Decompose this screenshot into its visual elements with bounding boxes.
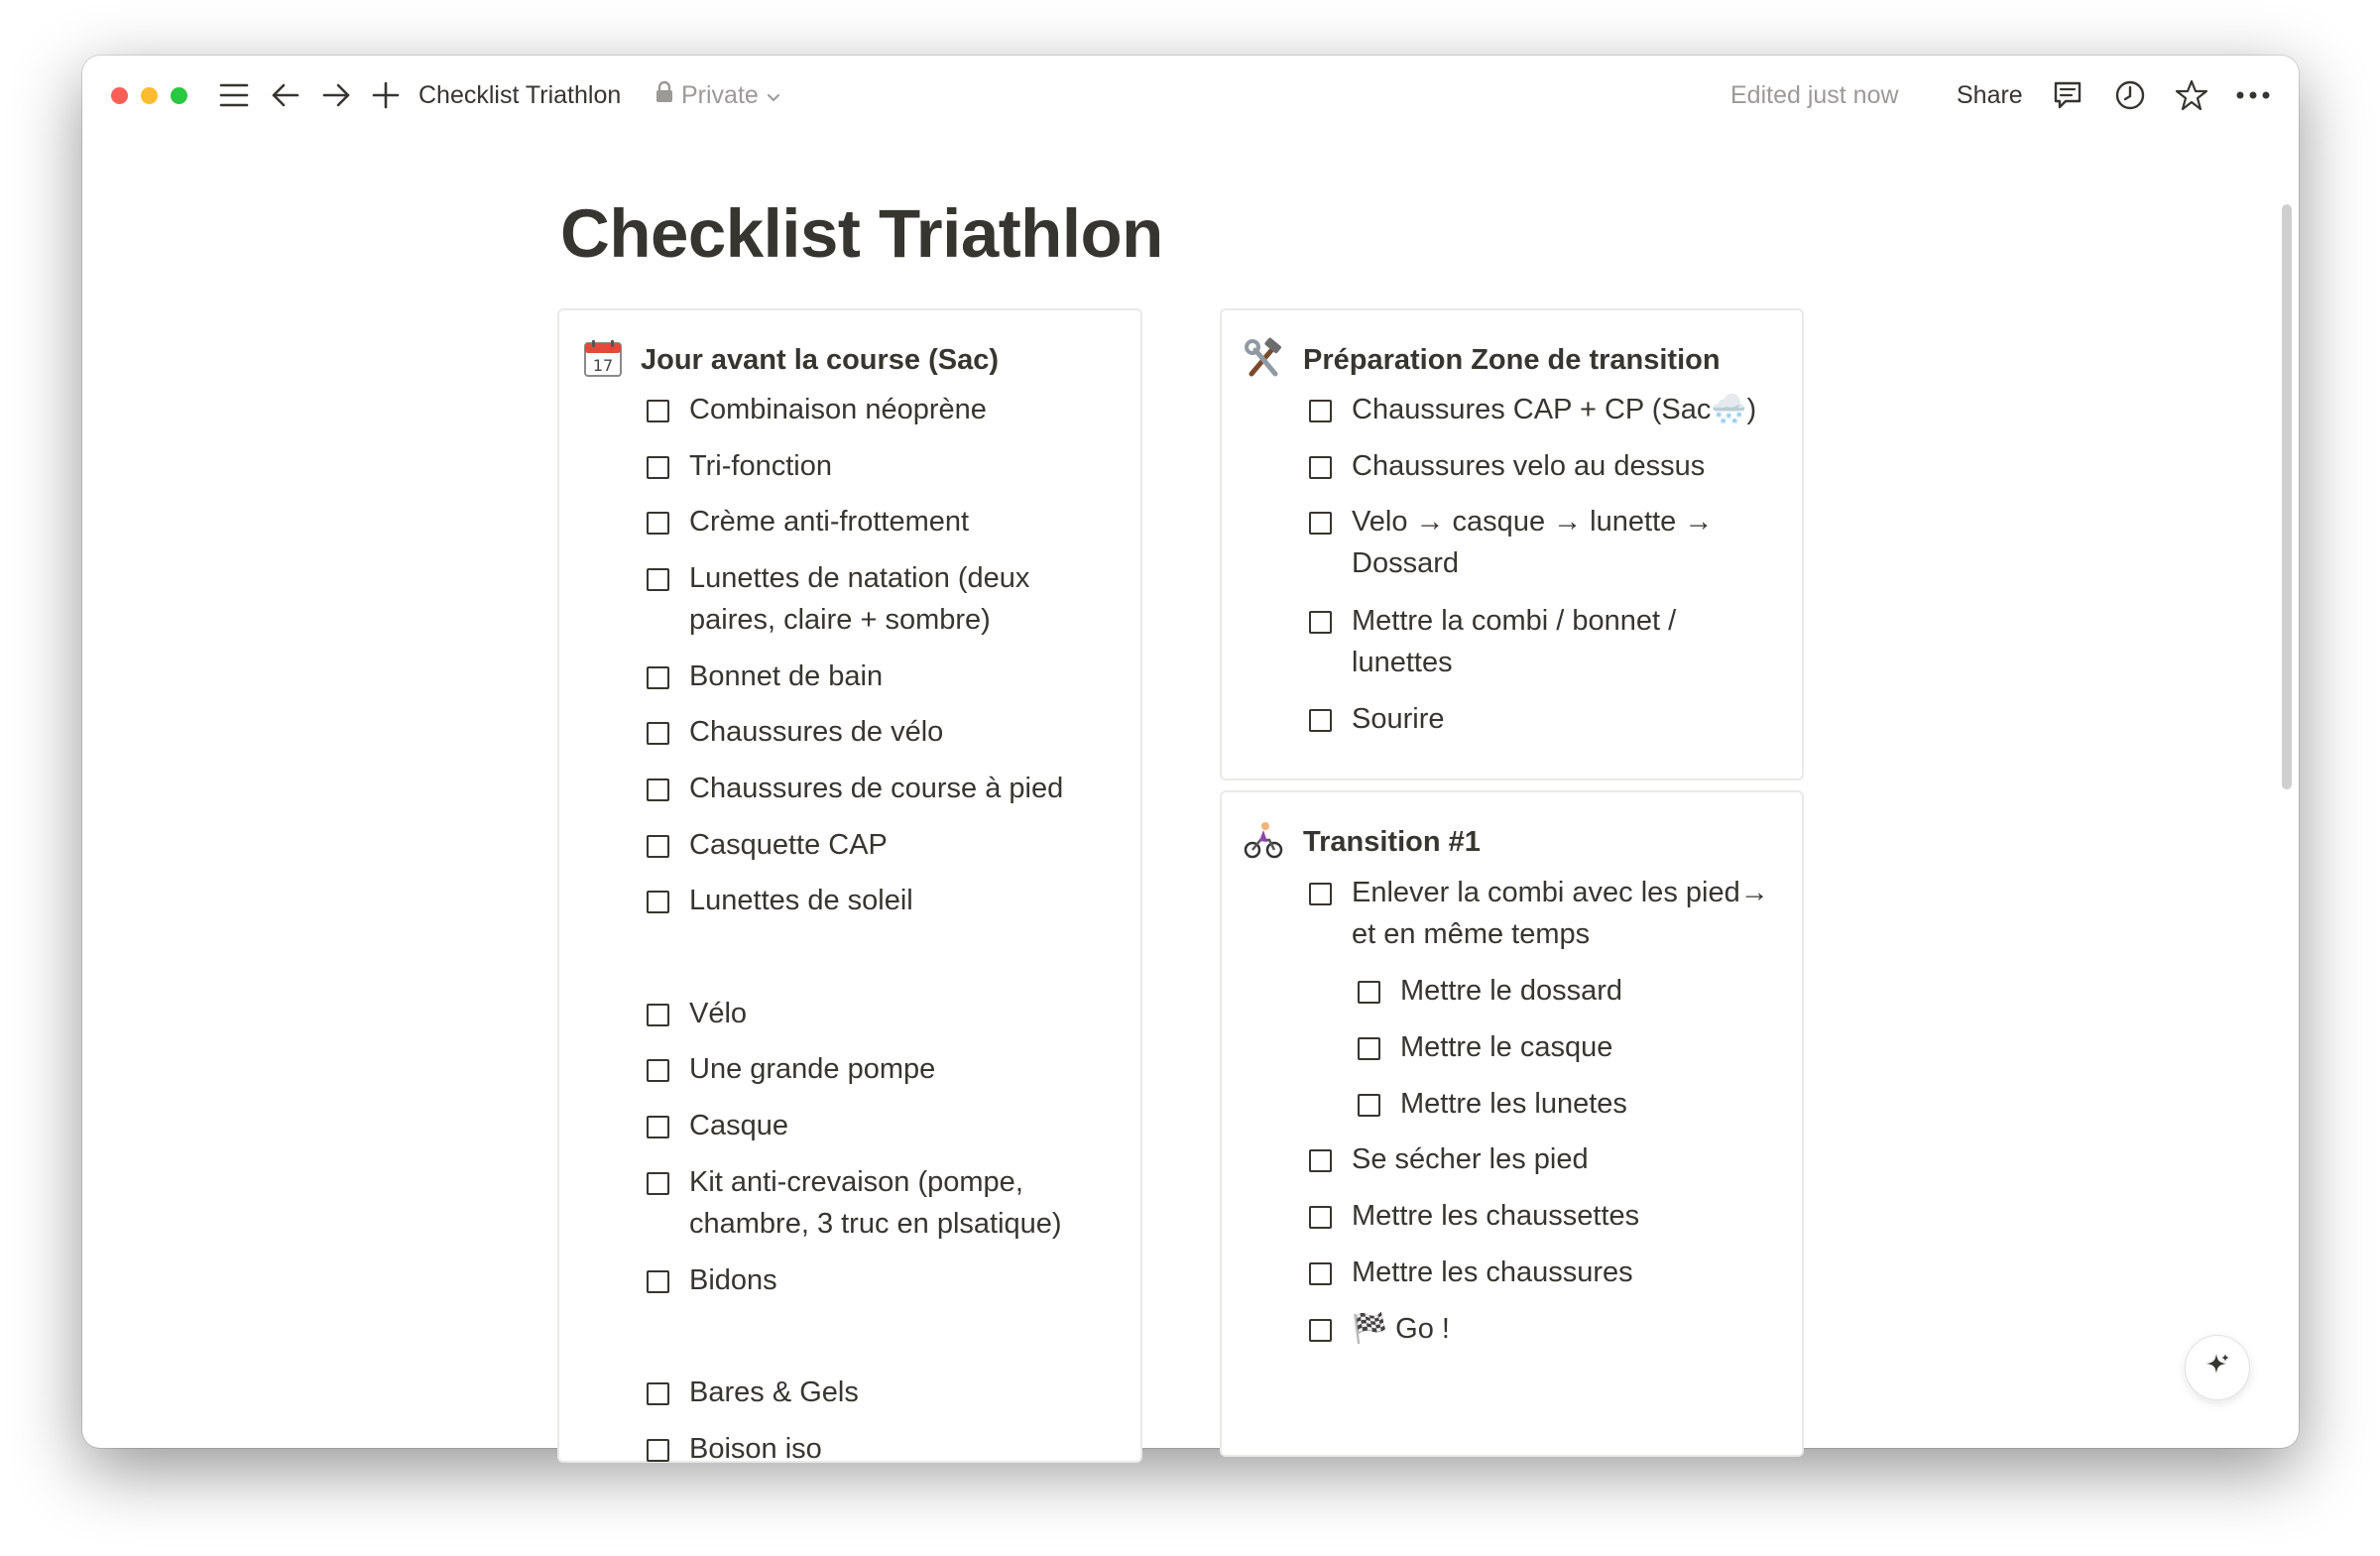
visibility-label: Private bbox=[681, 80, 759, 109]
checkbox[interactable] bbox=[1358, 981, 1380, 1004]
share-button[interactable]: Share bbox=[1957, 81, 2023, 109]
checklist-item[interactable]: Casque bbox=[647, 1105, 788, 1146]
checkbox[interactable] bbox=[647, 456, 669, 479]
checkbox[interactable] bbox=[647, 1116, 669, 1138]
checklist-item[interactable]: Mettre les chaussures bbox=[1309, 1252, 1633, 1293]
checklist-subitem[interactable]: Mettre le casque bbox=[1358, 1026, 1612, 1068]
app-window bbox=[82, 56, 2299, 1465]
checkbox[interactable] bbox=[1309, 611, 1332, 634]
breadcrumb-page-title[interactable]: Checklist Triathlon bbox=[418, 81, 622, 109]
checklist-item[interactable]: Bares & Gels bbox=[647, 1372, 859, 1413]
card-title[interactable]: Préparation Zone de transition bbox=[1303, 344, 1721, 376]
minimize-window-button[interactable] bbox=[141, 87, 158, 104]
checkbox[interactable] bbox=[647, 835, 669, 858]
checklist-item[interactable]: 🏁 Go ! bbox=[1309, 1308, 1450, 1350]
checkbox[interactable] bbox=[647, 400, 669, 422]
checkbox[interactable] bbox=[647, 1439, 669, 1462]
checklist-item[interactable]: Velo → casque → lunette → Dossard bbox=[1309, 501, 1713, 584]
scrollbar[interactable] bbox=[2282, 204, 2292, 789]
checklist-subitem[interactable]: Mettre les lunetes bbox=[1358, 1083, 1627, 1125]
checklist-item[interactable]: Chaussures CAP + CP (Sac🌨️) bbox=[1309, 389, 1756, 430]
checkbox[interactable] bbox=[647, 1004, 669, 1026]
visibility-menu[interactable] bbox=[655, 77, 780, 113]
checklist-item[interactable]: Boison iso bbox=[647, 1428, 822, 1470]
card-jour-avant-course bbox=[557, 308, 1142, 1463]
maximize-window-button[interactable] bbox=[171, 87, 187, 104]
checkbox[interactable] bbox=[1309, 456, 1332, 479]
checkbox[interactable] bbox=[647, 512, 669, 535]
page-title[interactable]: Checklist Triathlon bbox=[560, 195, 1163, 272]
checklist-item[interactable]: Une grande pompe bbox=[647, 1048, 935, 1090]
clock-icon[interactable] bbox=[2110, 75, 2150, 115]
checklist-item[interactable]: Chaussures velo au dessus bbox=[1309, 445, 1705, 487]
checklist-item[interactable]: Tri-fonction bbox=[647, 445, 832, 487]
back-arrow-icon[interactable] bbox=[266, 75, 305, 115]
checkbox[interactable] bbox=[1358, 1037, 1380, 1060]
checklist-item[interactable]: Lunettes de soleil bbox=[647, 880, 913, 921]
checkbox[interactable] bbox=[647, 568, 669, 591]
hammer-wrench-emoji bbox=[1244, 338, 1283, 378]
comment-icon[interactable] bbox=[2048, 75, 2087, 115]
checkbox[interactable] bbox=[1309, 1262, 1332, 1285]
checkbox[interactable] bbox=[1309, 1319, 1332, 1342]
checkbox[interactable] bbox=[1309, 1149, 1332, 1172]
checkbox[interactable] bbox=[647, 1382, 669, 1405]
checkbox[interactable] bbox=[647, 666, 669, 689]
checklist-item[interactable]: Kit anti-crevaison (pompe, chambre, 3 truc en plsatique) bbox=[647, 1161, 1062, 1245]
checkbox[interactable] bbox=[647, 891, 669, 913]
checkbox[interactable] bbox=[647, 1059, 669, 1082]
top-bar bbox=[82, 56, 2299, 135]
more-icon[interactable] bbox=[2233, 75, 2273, 115]
menu-icon[interactable] bbox=[214, 75, 254, 115]
checklist-item[interactable]: Combinaison néoprène bbox=[647, 389, 987, 430]
plus-icon[interactable] bbox=[366, 75, 406, 115]
svg-text:17: 17 bbox=[592, 356, 614, 375]
checklist-item[interactable]: Bonnet de bain bbox=[647, 656, 883, 697]
checklist-item[interactable]: Mettre les chaussettes bbox=[1309, 1195, 1639, 1237]
checkbox[interactable] bbox=[1309, 512, 1332, 535]
checkbox[interactable] bbox=[1309, 400, 1332, 422]
lock-icon bbox=[655, 81, 673, 110]
checklist-item[interactable]: Se sécher les pied bbox=[1309, 1138, 1589, 1180]
card-title[interactable]: Jour avant la course (Sac) bbox=[641, 344, 1000, 376]
checkbox[interactable] bbox=[1309, 883, 1332, 905]
checklist-item[interactable]: Crème anti-frottement bbox=[647, 501, 969, 542]
ai-assistant-button[interactable] bbox=[2185, 1335, 2250, 1400]
calendar-emoji bbox=[583, 338, 623, 378]
forward-arrow-icon[interactable] bbox=[316, 75, 356, 115]
card-transition-1 bbox=[1220, 790, 1804, 1457]
checklist-item[interactable]: Sourire bbox=[1309, 698, 1445, 740]
checklist-subitem[interactable]: Mettre le dossard bbox=[1358, 970, 1622, 1012]
checkbox[interactable] bbox=[1309, 709, 1332, 732]
close-window-button[interactable] bbox=[111, 87, 128, 104]
checklist-item[interactable]: Enlever la combi avec les pied→ et en même temps bbox=[1309, 872, 1769, 955]
chevron-down-icon bbox=[767, 81, 780, 110]
checklist-item[interactable]: Bidons bbox=[647, 1259, 777, 1301]
checklist-item[interactable]: Vélo bbox=[647, 993, 747, 1034]
checkbox[interactable] bbox=[647, 1270, 669, 1293]
sparkle-icon bbox=[2202, 1351, 2232, 1385]
checklist-item[interactable]: Mettre la combi / bonnet / lunettes bbox=[1309, 600, 1676, 683]
card-title[interactable]: Transition #1 bbox=[1303, 826, 1481, 858]
checklist-item[interactable]: Lunettes de natation (deux paires, claire + sombre) bbox=[647, 557, 1029, 641]
checklist-item[interactable]: Casquette CAP bbox=[647, 824, 888, 866]
card-preparation-zone-transition bbox=[1220, 308, 1804, 780]
checkbox[interactable] bbox=[647, 722, 669, 745]
edited-status: Edited just now bbox=[1730, 81, 1899, 109]
checklist-item[interactable]: Chaussures de course à pied bbox=[647, 768, 1063, 809]
star-icon[interactable] bbox=[2172, 75, 2211, 115]
checkbox[interactable] bbox=[1358, 1094, 1380, 1117]
checklist-item[interactable]: Chaussures de vélo bbox=[647, 711, 943, 753]
checkbox[interactable] bbox=[647, 778, 669, 801]
checkbox[interactable] bbox=[1309, 1206, 1332, 1229]
cyclist-emoji bbox=[1244, 820, 1283, 860]
checkbox[interactable] bbox=[647, 1172, 669, 1195]
